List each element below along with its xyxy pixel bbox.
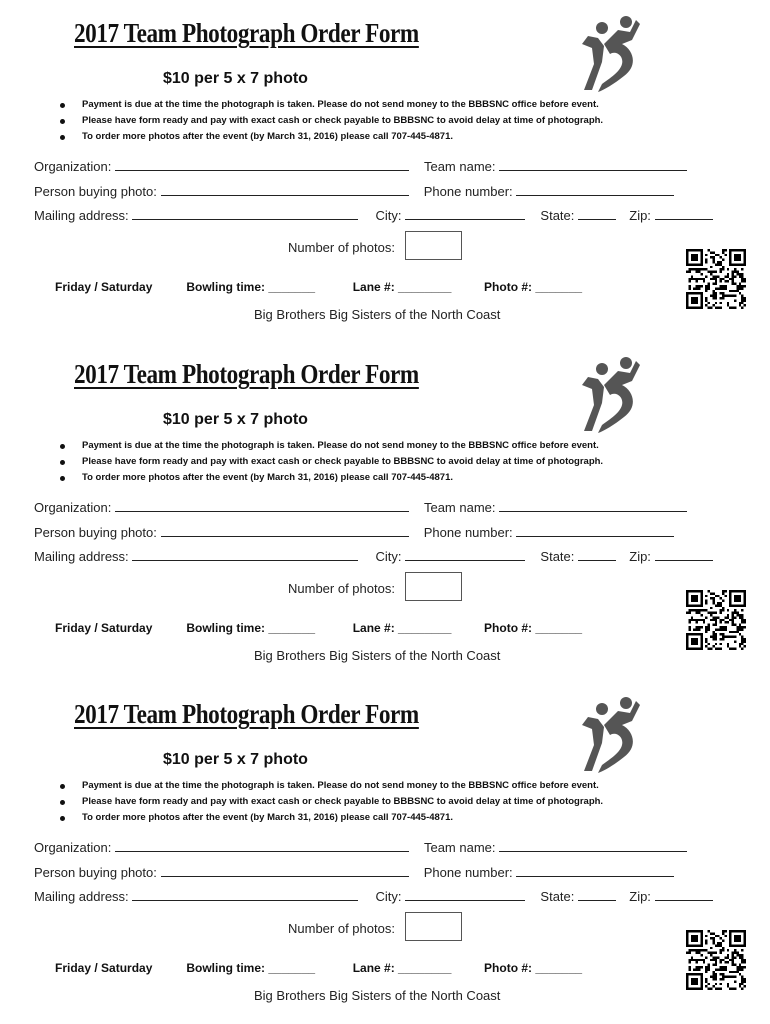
state-label: State: xyxy=(540,549,575,564)
person-buying-field[interactable] xyxy=(161,182,409,196)
state-label: State: xyxy=(540,208,575,223)
instruction-item: Please have form ready and pay with exact cash or check payable to BBBSNC to avoid delay at time of photograph. xyxy=(58,454,603,470)
zip-field[interactable] xyxy=(655,206,713,220)
state-field[interactable] xyxy=(578,887,616,901)
person-buying-field[interactable] xyxy=(161,863,409,877)
instruction-item: Payment is due at the time the photograph is taken. Please do not send money to the BBBSNC office before event. xyxy=(58,438,603,454)
number-of-photos-label: Number of photos: xyxy=(288,921,395,936)
instruction-item: To order more photos after the event (by March 31, 2016) please call 707-445-4871. xyxy=(58,810,603,826)
zip-label: Zip: xyxy=(629,549,651,564)
qr-code-icon xyxy=(686,249,746,309)
city-field[interactable] xyxy=(405,206,525,220)
mailing-label: Mailing address: xyxy=(34,208,129,223)
bowling-time-label: Bowling time: _______ xyxy=(186,961,316,975)
order-form xyxy=(0,341,770,681)
bowling-time-label: Bowling time: _______ xyxy=(186,621,316,635)
organization-row xyxy=(34,838,687,855)
organization-label: Organization: xyxy=(34,500,112,515)
bbbs-logo-icon xyxy=(558,14,642,94)
qr-code-icon xyxy=(686,930,746,990)
instructions-list xyxy=(58,97,603,145)
session-row xyxy=(55,621,582,635)
instruction-item: Payment is due at the time the photograph is taken. Please do not send money to the BBBSNC office before event. xyxy=(58,97,603,113)
address-row xyxy=(34,547,713,564)
instruction-item: Payment is due at the time the photograph is taken. Please do not send money to the BBBSNC office before event. xyxy=(58,778,603,794)
number-of-photos-field[interactable] xyxy=(405,231,462,260)
lane-label: Lane #: ________ xyxy=(352,280,452,294)
city-label: City: xyxy=(375,889,402,904)
organization-label: Organization: xyxy=(34,840,112,855)
city-label: City: xyxy=(375,208,402,223)
organization-field[interactable] xyxy=(115,157,409,171)
person-buying-label: Person buying photo: xyxy=(34,525,157,540)
mailing-label: Mailing address: xyxy=(34,549,129,564)
day-label: Friday / Saturday xyxy=(55,621,153,635)
organization-row xyxy=(34,157,687,174)
instruction-item: To order more photos after the event (by March 31, 2016) please call 707-445-4871. xyxy=(58,129,603,145)
organization-footer: Big Brothers Big Sisters of the North Coast xyxy=(254,988,501,1003)
order-form xyxy=(0,0,770,340)
city-field[interactable] xyxy=(405,547,525,561)
form-title: 2017 Team Photograph Order Form xyxy=(74,18,419,48)
team-name-label: Team name: xyxy=(423,159,496,174)
team-name-field[interactable] xyxy=(499,838,687,852)
team-name-label: Team name: xyxy=(423,500,496,515)
session-row xyxy=(55,961,582,975)
photo-number-label: Photo #: _______ xyxy=(484,961,583,975)
person-row xyxy=(34,182,674,199)
zip-field[interactable] xyxy=(655,547,713,561)
person-buying-label: Person buying photo: xyxy=(34,865,157,880)
team-name-field[interactable] xyxy=(499,498,687,512)
form-title: 2017 Team Photograph Order Form xyxy=(74,359,419,389)
organization-field[interactable] xyxy=(115,498,409,512)
price-label: $10 per 5 x 7 photo xyxy=(163,70,308,87)
organization-row xyxy=(34,498,687,515)
address-row xyxy=(34,206,713,223)
zip-field[interactable] xyxy=(655,887,713,901)
person-buying-label: Person buying photo: xyxy=(34,184,157,199)
zip-label: Zip: xyxy=(629,208,651,223)
phone-field[interactable] xyxy=(516,863,674,877)
day-label: Friday / Saturday xyxy=(55,280,153,294)
organization-label: Organization: xyxy=(34,159,112,174)
session-row xyxy=(55,280,582,294)
price-label: $10 per 5 x 7 photo xyxy=(163,751,308,768)
organization-footer: Big Brothers Big Sisters of the North Coast xyxy=(254,307,501,322)
instructions-list xyxy=(58,438,603,486)
person-buying-field[interactable] xyxy=(161,523,409,537)
zip-label: Zip: xyxy=(629,889,651,904)
mailing-field[interactable] xyxy=(132,887,358,901)
number-of-photos-field[interactable] xyxy=(405,912,462,941)
bbbs-logo-icon xyxy=(558,355,642,435)
lane-label: Lane #: ________ xyxy=(352,621,452,635)
team-name-label: Team name: xyxy=(423,840,496,855)
phone-label: Phone number: xyxy=(423,184,513,199)
person-row xyxy=(34,523,674,540)
phone-field[interactable] xyxy=(516,182,674,196)
price-label: $10 per 5 x 7 photo xyxy=(163,411,308,428)
state-field[interactable] xyxy=(578,206,616,220)
photo-number-label: Photo #: _______ xyxy=(484,280,583,294)
number-of-photos-field[interactable] xyxy=(405,572,462,601)
bowling-time-label: Bowling time: _______ xyxy=(186,280,316,294)
state-label: State: xyxy=(540,889,575,904)
phone-label: Phone number: xyxy=(423,525,513,540)
mailing-field[interactable] xyxy=(132,206,358,220)
person-row xyxy=(34,863,674,880)
phone-label: Phone number: xyxy=(423,865,513,880)
order-form xyxy=(0,681,770,1021)
form-title: 2017 Team Photograph Order Form xyxy=(74,699,419,729)
organization-field[interactable] xyxy=(115,838,409,852)
lane-label: Lane #: ________ xyxy=(352,961,452,975)
instruction-item: Please have form ready and pay with exact cash or check payable to BBBSNC to avoid delay at time of photograph. xyxy=(58,794,603,810)
organization-footer: Big Brothers Big Sisters of the North Coast xyxy=(254,648,501,663)
team-name-field[interactable] xyxy=(499,157,687,171)
instruction-item: Please have form ready and pay with exact cash or check payable to BBBSNC to avoid delay at time of photograph. xyxy=(58,113,603,129)
qr-code-icon xyxy=(686,590,746,650)
instructions-list xyxy=(58,778,603,826)
city-label: City: xyxy=(375,549,402,564)
city-field[interactable] xyxy=(405,887,525,901)
state-field[interactable] xyxy=(578,547,616,561)
mailing-field[interactable] xyxy=(132,547,358,561)
address-row xyxy=(34,887,713,904)
instruction-item: To order more photos after the event (by March 31, 2016) please call 707-445-4871. xyxy=(58,470,603,486)
number-of-photos-label: Number of photos: xyxy=(288,240,395,255)
bbbs-logo-icon xyxy=(558,695,642,775)
mailing-label: Mailing address: xyxy=(34,889,129,904)
number-of-photos-label: Number of photos: xyxy=(288,581,395,596)
day-label: Friday / Saturday xyxy=(55,961,153,975)
phone-field[interactable] xyxy=(516,523,674,537)
photo-number-label: Photo #: _______ xyxy=(484,621,583,635)
